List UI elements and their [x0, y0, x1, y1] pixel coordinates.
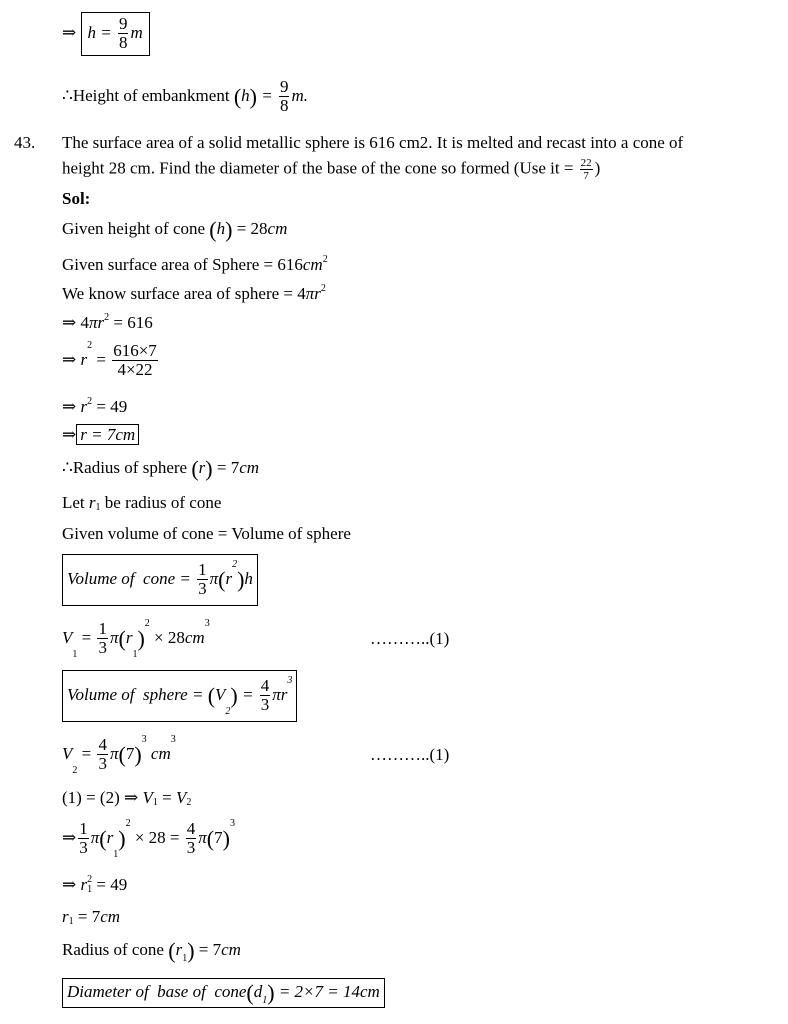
cone-volume-formula-boxed: Volume of cone = $\frac{1}{3}$ $\pi(r^2)h$	[62, 554, 258, 606]
embankment-conclusion: ∴Height of embankment (h) = $\frac{9}{8}$ m.	[62, 77, 308, 116]
v2-equation: $V_2$ = $\frac{4}{3}$ $\pi(7)^3$ $cm^3$	[62, 734, 176, 776]
v2-reference: ………..(1)	[370, 745, 450, 764]
given-volume: Given volume of cone = Volume of sphere	[62, 524, 351, 543]
surface-area-formula: We know surface area of sphere = $4\pi r^2$	[62, 283, 326, 303]
radius-of-sphere: ∴Radius of sphere (r) = 7cm	[62, 456, 260, 481]
given-surface-area: Given surface area of Sphere = $616cm^2$	[62, 254, 328, 274]
result-h-boxed: ⇒ h = $\frac{9}{8}$ m	[62, 12, 150, 56]
r1-squared: ⇒ $r_1^2 = 49$	[62, 874, 128, 895]
radius-of-cone: Radius of cone $(r_1) = 7cm$	[62, 938, 241, 964]
given-height: Given height of cone (h) = 28cm	[62, 217, 288, 242]
step-r-boxed: ⇒ r = 7cm	[62, 424, 139, 445]
question-text-line2: height 28 cm. Find the diameter of the base of the cone so formed (Use it = $\frac{22}{7}$ )	[62, 157, 601, 183]
step-r2-49: ⇒ $r^2 = 49$	[62, 396, 128, 416]
diameter-boxed: Diameter of base of $cone(d_1) = 2\times 7 = 14cm$	[62, 978, 385, 1008]
question-number: 43.	[14, 133, 36, 152]
r1-value: $r_1 = 7cm$	[62, 907, 121, 927]
volume-equation: ⇒ $\frac{1}{3}$ $\pi(r_1)^2 \times 28$ = $\frac{4}{3}$ $\pi(7)^3$	[62, 818, 235, 860]
step-r2-fraction: ⇒ $r^2$ = $\frac{616\times 7}{4\times 22}$	[62, 340, 157, 380]
solution-heading: Sol:	[62, 189, 91, 208]
question-text-line1: The surface area of a solid metallic sphere is 616 cm2. It is melted and recast into a cone of	[62, 133, 684, 152]
v1-reference: ………..(1)	[370, 629, 450, 648]
sphere-volume-formula-boxed: Volume of sphere = $(V_2)$ = $\frac{4}{3}$ $\pi r^3$	[62, 670, 297, 722]
let-r1: Let $r_1$ be radius of cone	[62, 493, 222, 513]
equate-volumes: (1) = (2) ⇒ $V_1 = V_2$	[62, 788, 192, 808]
step-4pir2: ⇒ $4\pi r^2 = 616$	[62, 312, 153, 332]
v1-equation: $V_1$ = $\frac{1}{3}$ $\pi(r_1)^2 \times 28cm^3$	[62, 618, 210, 660]
